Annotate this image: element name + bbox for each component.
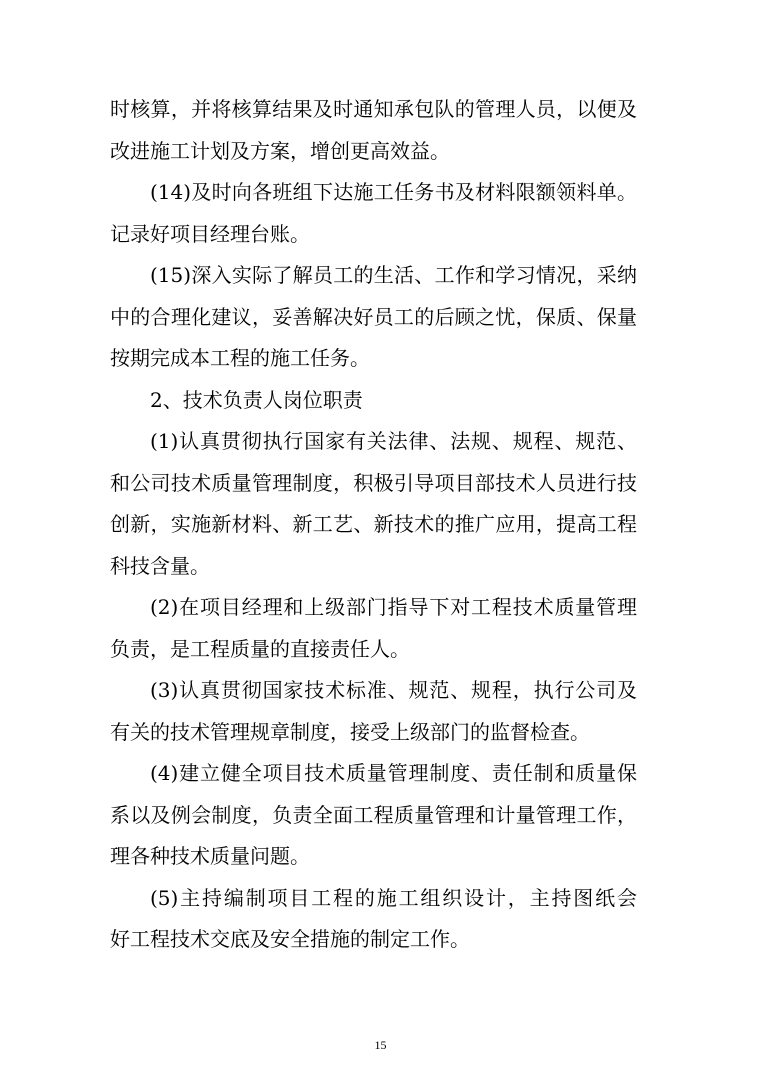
item-3-line: (3)认真贯彻国家技术标准、规范、规程，执行公司及: [150, 678, 637, 702]
text-line: 有关的技术管理规章制度，接受上级部门的监督检查。: [110, 719, 590, 744]
text-line: 改进施工计划及方案，增创更高效益。: [110, 138, 450, 163]
item-4-line: (4)建立健全项目技术质量管理制度、责任制和质量保: [150, 761, 637, 785]
text-line: 系以及例会制度，负责全面工程质量管理和计量管理工作，: [110, 802, 637, 827]
text-line: 中的合理化建议，妥善解决好员工的后顾之忧，保质、保量: [110, 304, 637, 329]
paragraph-14-line: (14)及时向各班组下达施工任务书及材料限额领料单。: [150, 180, 637, 204]
item-1-line: (1)认真贯彻执行国家有关法律、法规、规程、规范、: [150, 429, 637, 453]
page-number: 15: [374, 1038, 387, 1052]
text-line: 创新，实施新材料、新工艺、新技术的推广应用，提高工程: [110, 512, 637, 536]
text-line: 好工程技术交底及安全措施的制定工作。: [110, 927, 470, 951]
item-2-line: (2)在项目经理和上级部门指导下对工程技术质量管理: [150, 595, 637, 619]
text-line: 按期完成本工程的施工任务。: [110, 346, 370, 370]
text-line: 记录好项目经理台账。: [110, 221, 310, 246]
paragraph-15-line: (15)深入实际了解员工的生活、工作和学习情况，采纳: [150, 263, 637, 287]
section-heading: 2、技术负责人岗位职责: [150, 387, 363, 412]
text-line: 时核算，并将核算结果及时通知承包队的管理人员，以便及: [110, 97, 637, 121]
text-line: 负责，是工程质量的直接责任人。: [110, 636, 410, 661]
body-text: [110, 89, 637, 961]
item-5-line: (5)主持编制项目工程的施工组织设计，主持图纸会: [150, 885, 637, 910]
text-line: 和公司技术质量管理制度，积极引导项目部技术人员进行技: [110, 470, 637, 495]
text-line: 科技含量。: [110, 553, 210, 578]
text-line: 理各种技术质量问题。: [110, 844, 310, 868]
